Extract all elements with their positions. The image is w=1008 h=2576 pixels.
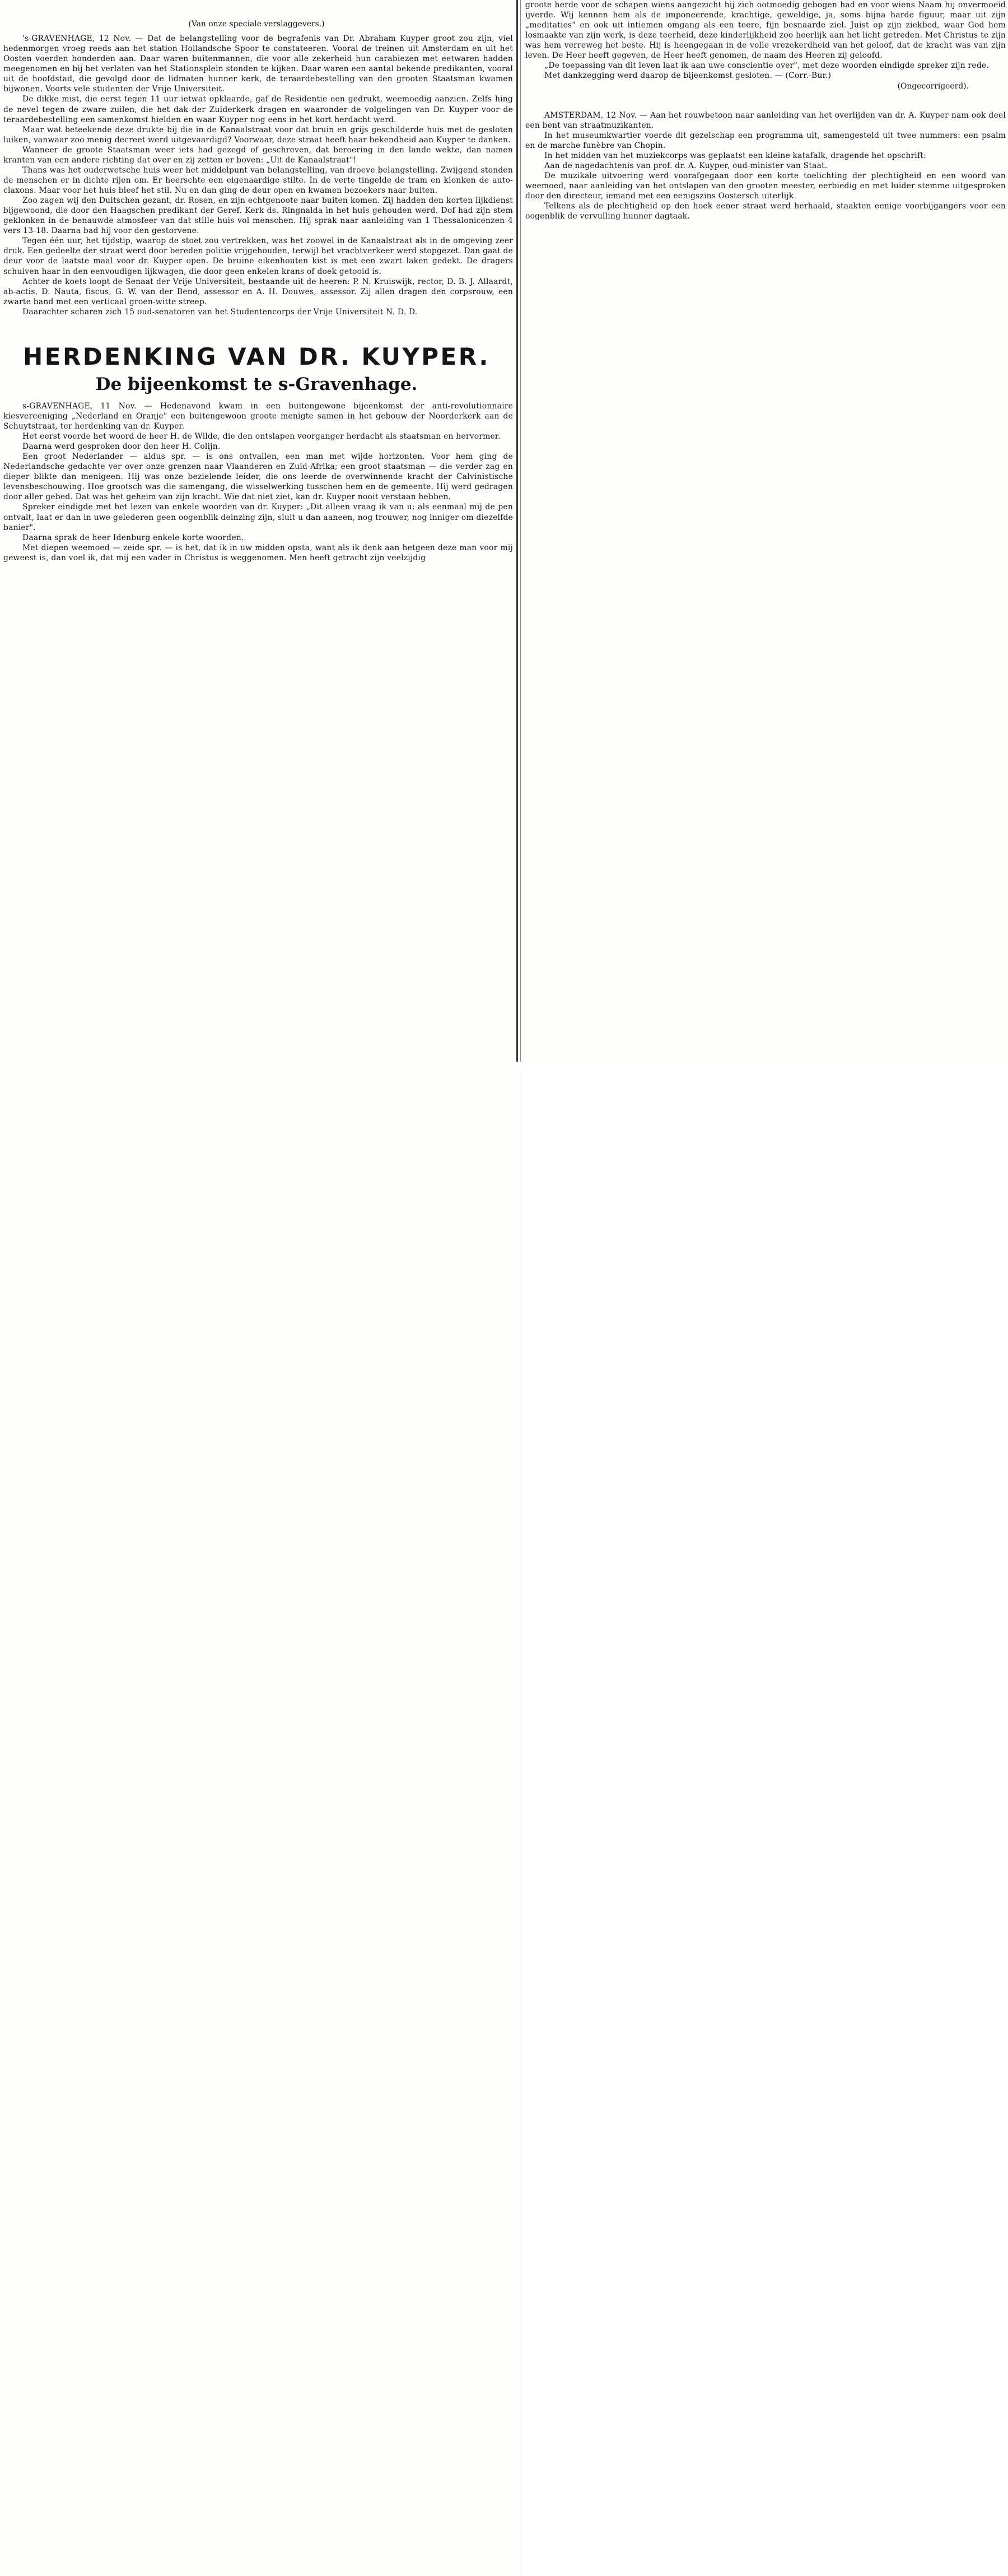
article1-para-3: Maar wat beteekende deze drukte bij die in de Kanaalstraat voor dat bruin en grijs geschilderde huis met de gesloten luiken, vanwaar zoo menig decreet werd uitgevaardigd? Voorwaar, deze straat heeft haar bekendheid aan Kuyper te danken.	[3, 125, 513, 145]
article1-para-2: De dikke mist, die eerst tegen 11 uur ietwat opklaarde, gaf de Residentie een gedrukt, weemoedig aanzien. Zelfs hing de nevel tegen de zware zuilen, die het dak der Zuiderkerk dragen en waaronder de volgelingen van Dr. Kuyper voor de teraardebestelling een samenkomst hielden en waar Kuyper nog eens in het kort herdacht werd.	[3, 95, 513, 124]
article1-para-9: Daarachter scharen zich 15 oud-senatoren van het Studentencorps der Vrije Universiteit N. D. D.	[22, 307, 418, 317]
column-rule	[516, 0, 518, 1062]
article2-subheadline: De bijeenkomst te s-Gravenhage.	[95, 374, 418, 394]
article3-para-1: groote herde voor de schapen wiens aangezicht hij zich ootmoedig gebogen had en voor wiens Naam hij onvermoeid ijverde. Wij kennen hem als de imponeerende, krachtige, geweldige, ja, soms bijna harde figuur, maar uit zijn „meditaties" en ook uit intiemen omgang als een teere, fijn besnaarde ziel. Juist op zijn ziekbed, waar God hem losmaakte van zijn werk, is deze teerheid, deze kinderlijkheid zoo heerlijk aan het licht getreden. Met Christus te zijn was hem verreweg het beste. Hij is heengegaan in de volle vrezekerdheid van het geloof, dat de kracht was van zijn leven. De Heer heeft gegeven, de Heer heeft genomen, de naam des Heeren zij geloofd.	[525, 1, 1006, 61]
article2-para-5: Spreker eindigde met het lezen van enkele woorden van dr. Kuyper: „Dit alleen vraag ik van u: als eenmaal mij de pen ontvalt, laat er dan in uwe gelederen geen oogenblik deinzing zijn, sluit u dan aaneen, nog trouwer, nog inniger om diezelfde banier".	[3, 503, 513, 532]
article4-para-2: In het museumkwartier voerde dit gezelschap een programma uit, samengesteld uit twee nummers: een psalm en de marche funèbre van Chopin.	[525, 131, 1006, 150]
article2-para-2: Het eerst voerde het woord de heer H. de Wilde, die den ontslapen voorganger herdacht als staatsman en hervormer.	[22, 432, 501, 441]
article2-para-1: s-GRAVENHAGE, 11 Nov. — Hedenavond kwam in een buitengewone bijeenkomst der anti-revolutionnaire kiesvereeniging „Nederland en Oranje" een buitengewoon groote menigte samen in het gebouw der Noorderkerk aan de Schuytstraat, ter herdenking van dr. Kuyper.	[3, 401, 513, 431]
article4-para-3: In het midden van het muziekcorps was geplaatst een kleine katafalk, dragende het opschrift:	[544, 151, 926, 160]
column-rule-thin	[520, 0, 521, 1062]
article2-para-3: Daarna werd gesproken door den heer H. Colijn.	[22, 442, 221, 452]
article1-para-7: Tegen één uur, het tijdstip, waarop de stoet zou vertrekken, was het zoowel in de Kanaalstraat als in de omgeving zeer druk. Een gedeelte der straat werd door bereden politie vrijgehouden, terwijl het vrachtverkeer werd stopgezet. Dan gaat de deur voor de laatste maal voor dr. Kuyper open. De bruine eikenhouten kist is met een zwart laken gedekt. De dragers schuiven haar in den eenvoudigen lijkwagen, die door geen enkelen krans of doek getooid is.	[3, 236, 513, 276]
article4-para-1: AMSTERDAM, 12 Nov. — Aan het rouwbetoon naar aanleiding van het overlijden van dr. A. Kuyper nam ook deel een bent van straatmuzikanten.	[525, 110, 1006, 130]
blank-area	[522, 1066, 1008, 2576]
article4-para-6: Telkens als de plechtigheid op den hoek eener straat werd herhaald, staakten eenige voorbijgangers voor een oogenblik de vervulling hunner dagtaak.	[525, 202, 1006, 221]
article2-para-6: Daarna sprak de heer Idenburg enkele korte woorden.	[22, 533, 244, 542]
article1-para-5: Thans was het ouderwetsche huis weer het middelpunt van belangstelling, van droeve belangstelling. Zwijgend stonden de menschen er in dichte rijen om. Er heerschte een eigenaardige stilte. In de verte tingelde de tram en klonken de auto-claxons. Maar voor het huis bleef het stil. Nu en dan ging de deur open en kwamen bezoekers naar buiten.	[3, 165, 513, 195]
article1-para-6: Zoo zagen wij den Duitschen gezant, dr. Rosen, en zijn echtgenoote naar buiten komen. Zij hadden den korten lijkdienst bijgewoond, die door den Haagschen predikant der Geref. Kerk ds. Ringnalda in het huis gehouden werd. Dof had zijn stem geklonken in de benauwde atmosfeer van dat stille huis vol menschen. Hij sprak naar aanleiding van 1 Thessalonicenzen 4 vers 13-18. Daarna bad hij voor den gestorvene.	[3, 196, 513, 236]
article2-para-4: Een groot Nederlander — aldus spr. — is ons ontvallen, een man met wijde horizonten. Voor hem ging de Nederlandsche gedachte ver over onze grenzen naar Vlaanderen en Zuid-Afrika; een groot staatsman — die verder zag en dieper blikte dan menigeen. Hij was onze bezielende leider, die ons leerde de overwinnende kracht der Calvinistische levensbeschouwing. Hoe grootsch was die samengang, die wisselwerking tusschen hem en de gemeente. Hij werd gedragen door aller gebed. Dat was het geheim van zijn kracht. Wie dat niet ziet, kan dr. Kuyper nooit verstaan hebben.	[3, 452, 513, 502]
article1-para-8: Achter de koets loopt de Senaat der Vrije Universiteit, bestaande uit de heeren: P. N. Kruiswijk, rector, D. B. J. Allaardt, ab-actis, D. Nauta, fiscus, G. W. van der Bend, assessor en A. H. Douwes, assessor. Zij allen dragen den corpsrouw, een zwarte band met een verticaal groen-witte streep.	[3, 277, 513, 306]
article4-para-5: De muzikale uitvoering werd voorafgegaan door een korte toelichting der plechtigheid en een woord van weemoed, naar aanleiding van het ontslapen van den grooten meester, eerbiedig en met luider stemme uitgesproken door den directeur, iemand met een eenigszins Oostersch uiterlijk.	[525, 171, 1006, 201]
article1-para-1: 's-GRAVENHAGE, 12 Nov. — Dat de belangstelling voor de begrafenis van Dr. Abraham Kuyper groot zou zijn, viel hedenmorgen vroeg reeds aan het station Hollandsche Spoor te constateeren. Vooral de treinen uit Amsterdam en uit het Oosten voerden honderden aan. Daar waren buitenmannen, die voor alle zekerheid hun carabiezen met eetwaren hadden meegenomen en bij het verlaten van het Stationsplein stonden te kijken. Daar waren een aantal bekende predikanten, vooral uit de hoofdstad, die gevolgd door de lidmaten hunner kerk, de teraardebestelling van den grooten Staatsman kwamen bijwonen. Voorts vele studenten der Vrije Universiteit.	[3, 34, 513, 94]
article3-para-2: „De toepassing van dit leven laat ik aan uwe conscientie over", met deze woorden eindigde spreker zijn rede.	[544, 61, 989, 71]
article4-para-4: Aan de nagedachtenis van prof. dr. A. Kuyper, oud-minister van Staat.	[544, 161, 828, 170]
article3-para-3: Met dankzegging werd daarop de bijeenkomst gesloten. — (Corr.-Bur.)	[544, 71, 832, 81]
right-column	[522, 0, 1006, 1064]
article3-attribution: (Ongecorrigeerd).	[897, 81, 969, 91]
article2-headline: HERDENKING VAN DR. KUYPER.	[23, 342, 490, 370]
article2-para-7: Met diepen weemoed — zeide spr. — is het, dat ik in uw midden opsta, want als ik denk aan hetgeen deze man voor mij geweest is, dan voel ik, dat mij een vader in Christus is weggenomen. Men heeft getracht zijn veelzijdig	[3, 543, 513, 562]
article1-para-4: Wanneer de groote Staatsman weer iets had gezegd of geschreven, dat beroering in den lande wekte, dan namen kranten van een andere richting dat over en zij zetten er boven: „Uit de Kanaalstraat"!	[3, 145, 513, 165]
article1-source: (Van onze speciale verslaggevers.)	[188, 20, 325, 29]
